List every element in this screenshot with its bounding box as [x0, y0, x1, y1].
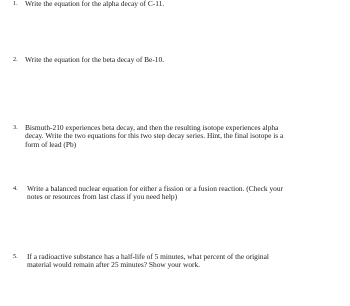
- question-text: Write the equation for the beta decay of Be-10.: [25, 55, 165, 64]
- question-text: Write a balanced nuclear equation for either a fission or a fusion reaction. (Check your notes or resources from last class if you need help): [27, 184, 284, 202]
- question-text: If a radioactive substance has a half-life of 5 minutes, what percent of the original material would remain after 25 minutes? Show your work.: [27, 252, 269, 270]
- question-number: 2.: [13, 56, 18, 63]
- question-number: 5.: [13, 253, 18, 260]
- question-text: Bismuth-210 experiences beta decay, and then the resulting isotope experiences alpha decay. Write the two equations for this two step decay series. Hint, the final isotope is a form of lead (Pb): [25, 123, 284, 149]
- question-number: 4.: [13, 185, 18, 192]
- question-number: 1.: [13, 0, 18, 7]
- question-text: Write the equation for the alpha decay of C-11.: [25, 0, 165, 8]
- question-number: 3.: [13, 124, 18, 131]
